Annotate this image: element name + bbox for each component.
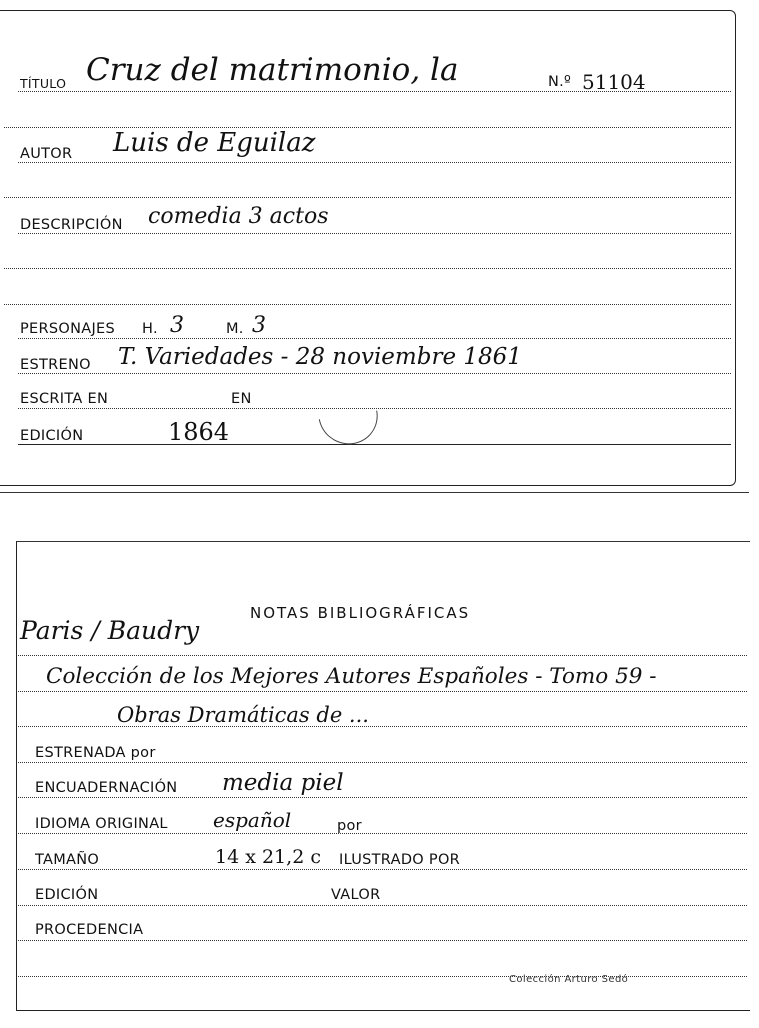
idioma-line: [18, 833, 747, 834]
valor-label: VALOR: [331, 887, 381, 903]
notes-line: [18, 655, 747, 656]
encuadernacion-value: media piel: [222, 770, 344, 796]
collection-footer: Colección Arturo Sedó: [509, 974, 629, 985]
edicion-label: EDICIÓN: [20, 428, 84, 444]
edicion2-line: [18, 905, 747, 906]
blank-line: [4, 268, 731, 269]
edicion-value: 1864: [168, 418, 230, 446]
h-label: H.: [142, 321, 158, 337]
autor-value: Luis de Eguilaz: [113, 128, 316, 158]
titulo-label: TÍTULO: [20, 76, 67, 91]
en-label: EN: [231, 391, 252, 407]
estreno-label: ESTRENO: [20, 357, 91, 373]
personajes-label: PERSONAJES: [20, 321, 116, 337]
autor-line: [18, 162, 731, 163]
blank-line: [4, 197, 731, 198]
descripcion-label: DESCRIPCIÓN: [20, 217, 123, 233]
h-value: 3: [170, 313, 184, 338]
estrenada-label: ESTRENADA por: [35, 745, 156, 761]
tamano-label: TAMAÑO: [35, 852, 100, 868]
procedencia-label: PROCEDENCIA: [35, 922, 144, 938]
notas-heading: NOTAS BIBLIOGRÁFICAS: [250, 604, 471, 622]
notes-line-3: Obras Dramáticas de ...: [117, 703, 369, 727]
idioma-value: español: [213, 808, 292, 832]
notes-line: [18, 691, 747, 692]
blank-line: [18, 976, 747, 977]
encuadernacion-line: [18, 797, 747, 798]
tamano-line: [18, 869, 747, 870]
estreno-value: T. Variedades - 28 noviembre 1861: [118, 344, 522, 370]
notes-line-2: Colección de los Mejores Autores Españoles - Tomo 59 -: [46, 664, 657, 689]
tamano-value: 14 x 21,2 c: [215, 846, 321, 868]
descripcion-value: comedia 3 actos: [148, 204, 329, 229]
edicion2-label: EDICIÓN: [35, 887, 99, 903]
card-separator: [0, 492, 749, 493]
blank-line: [4, 304, 731, 305]
estrenada-line: [18, 762, 747, 763]
numero-label: N.º: [548, 74, 572, 90]
edicion-line: [18, 444, 731, 445]
escrita-label: ESCRITA EN: [20, 391, 109, 407]
descripcion-line: [18, 233, 731, 234]
numero-value: 51104: [582, 70, 646, 94]
personajes-line: [18, 338, 731, 339]
autor-label: AUTOR: [20, 146, 73, 162]
notes-line-1: Paris / Baudry: [20, 616, 200, 645]
ilustrado-label: ILUSTRADO POR: [339, 852, 461, 868]
procedencia-line: [18, 940, 747, 941]
m-value: 3: [252, 313, 266, 338]
idioma-label: IDIOMA ORIGINAL: [35, 816, 168, 832]
encuadernacion-label: ENCUADERNACIÓN: [35, 780, 178, 796]
estreno-line: [18, 373, 731, 374]
titulo-value: Cruz del matrimonio, la: [86, 52, 459, 88]
m-label: M.: [226, 321, 244, 337]
idioma-por-label: por: [337, 818, 362, 834]
